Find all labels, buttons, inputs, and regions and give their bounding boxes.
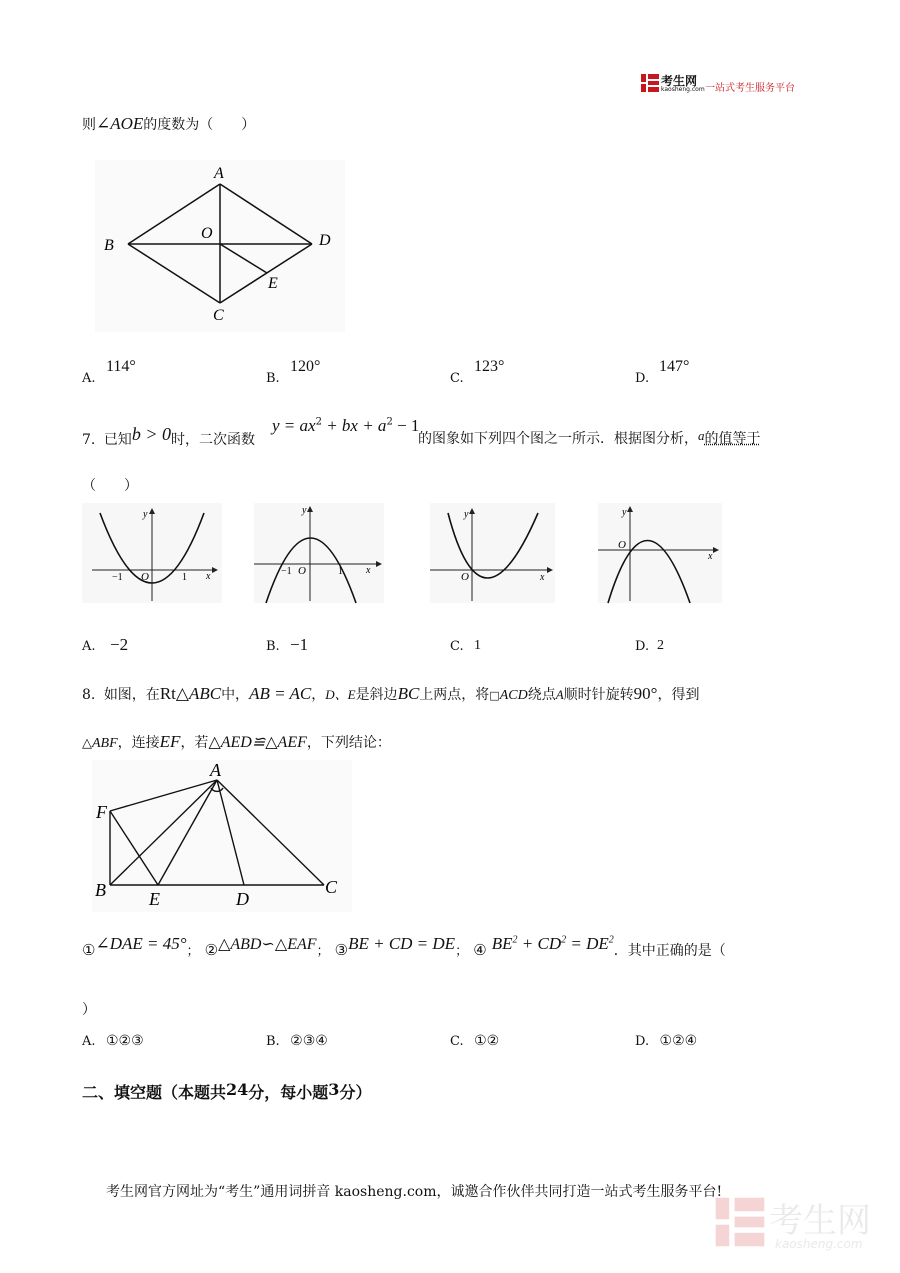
watermark-mark-icon	[713, 1195, 767, 1249]
q6-option-d[interactable]: D. 147°	[635, 358, 690, 386]
header-tagline: 一站式考生服务平台	[705, 83, 795, 94]
graph-c	[430, 503, 555, 603]
svg-text:x: x	[540, 572, 545, 583]
q8-option-a[interactable]: A. ①②③	[82, 1033, 144, 1049]
q8-option-d[interactable]: D. ①②④	[635, 1033, 698, 1049]
label-B: B	[104, 237, 114, 254]
label-O: O	[201, 225, 213, 242]
svg-text:F: F	[96, 802, 107, 822]
q6-suffix: 的度数为（ ）	[143, 117, 256, 133]
section-2-heading: 二、填空题（本题共24分，每小题3分）	[82, 1080, 372, 1102]
label-E: E	[268, 275, 278, 292]
kaosheng-watermark	[713, 1183, 883, 1263]
q7-paren: （ ）	[82, 478, 138, 494]
q6-stem	[82, 114, 255, 134]
svg-text:O: O	[461, 571, 469, 583]
svg-text:B: B	[95, 880, 106, 900]
svg-text:1: 1	[338, 566, 343, 577]
svg-text:O: O	[298, 565, 306, 577]
label-A: A	[214, 165, 224, 182]
q8-triangle-figure	[92, 760, 352, 912]
svg-text:−1: −1	[112, 572, 123, 583]
svg-text:y: y	[143, 509, 148, 520]
svg-text:y: y	[622, 507, 627, 518]
svg-text:y: y	[302, 505, 307, 516]
watermark-text: 考生网	[769, 1201, 871, 1241]
q8-conclusions: ①∠DAE = 45°； ②△ABD∽△EAF； ③BE + CD = DE； ④ $BE^2 + CD^2 = DE^2$．其中正确的是（	[82, 934, 726, 959]
svg-text:C: C	[325, 877, 338, 897]
q8-stem-line2: △ABF，连接EF，若△AED≌△AEF，下列结论：	[82, 732, 391, 751]
svg-text:O: O	[141, 571, 149, 583]
svg-text:O: O	[618, 539, 626, 551]
q7-option-d[interactable]: D. 2	[635, 638, 664, 654]
label-C: C	[213, 307, 224, 324]
q6-rhombus-figure	[95, 160, 345, 332]
svg-text:E: E	[149, 889, 160, 909]
q7-option-a[interactable]: A. −2	[82, 635, 129, 654]
svg-text:−1: −1	[281, 566, 292, 577]
q8-option-b[interactable]: B. ②③④	[266, 1033, 328, 1049]
q8-option-c[interactable]: C. ①②	[450, 1033, 500, 1049]
kaosheng-logo	[640, 72, 705, 94]
q8-close-paren: ）	[82, 1002, 96, 1018]
svg-text:A: A	[210, 760, 221, 780]
footer-text: 考生网官方网址为“考生”通用词拼音 kaosheng.com，诚邀合作伙伴共同打造一站式考生服务平台!	[106, 1184, 723, 1200]
q7-stem: 7. 已知b > 0时，二次函数	[82, 424, 255, 448]
logo-text: 考生网	[661, 74, 698, 88]
svg-text:x: x	[708, 551, 713, 562]
logo-sub: kaosheng.com	[661, 86, 705, 93]
q7-option-b[interactable]: B. −1	[266, 635, 309, 654]
svg-text:D: D	[236, 889, 249, 909]
svg-text:y: y	[464, 509, 469, 520]
label-D: D	[319, 232, 331, 249]
q6-option-b[interactable]: B. 120°	[266, 358, 321, 386]
watermark-sub: kaosheng.com	[775, 1237, 863, 1251]
logo-mark-icon	[640, 73, 660, 93]
svg-text:1: 1	[182, 572, 187, 583]
q7-function: $y = ax^2$ + bx + $a^2 - 1$	[272, 416, 420, 435]
q7-graphs	[82, 503, 722, 605]
q8-stem-line1: 8. 如图，在Rt△ABC中，AB = AC，D、E是斜边BC上两点，将□ACD绕点A顺时针旋转90°，得到	[82, 684, 700, 703]
q6-option-c[interactable]: C. 123°	[450, 358, 505, 386]
svg-text:x: x	[366, 565, 371, 576]
q7-stem-tail: 的图象如下列四个图之一所示．根据图分析，a的值等于	[418, 428, 761, 447]
graph-a	[82, 503, 222, 603]
graph-d	[598, 503, 722, 603]
svg-text:x: x	[206, 571, 211, 582]
graph-b	[254, 503, 384, 603]
q6-angle: ∠AOE	[96, 114, 144, 133]
q7-option-c[interactable]: C. 1	[450, 638, 481, 654]
q6-prefix: 则	[82, 117, 96, 133]
q6-option-a[interactable]: A. 114°	[82, 358, 136, 386]
